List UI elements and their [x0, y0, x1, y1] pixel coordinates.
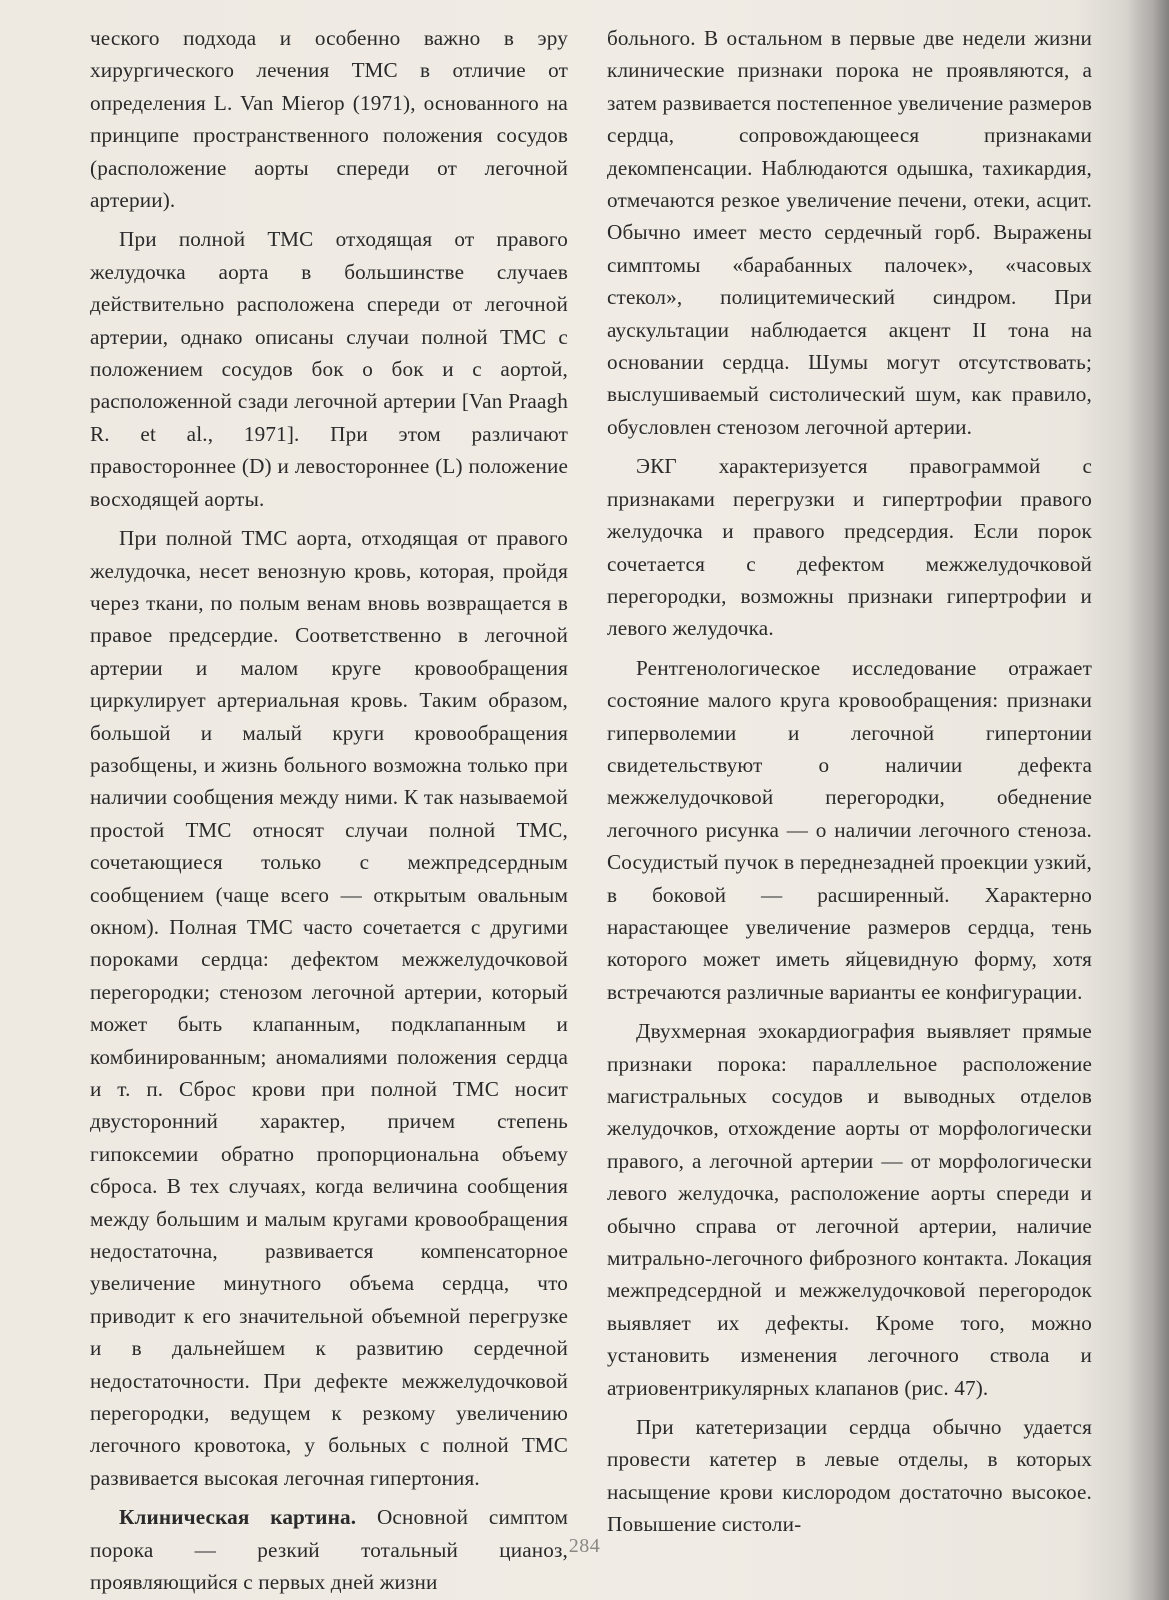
clinical-picture-heading: Клиническая картина. [119, 1505, 357, 1530]
paragraph-hemodynamics: При полной ТМС аорта, отходящая от правого желудочка, несет венозную кровь, которая, пройдя через ткани, по полым венам вновь возвращается в правое предсердие. Соответственно в легочной артерии и малом круге кровообращения циркулирует артериальная кровь. Таким образом, большой и малый круги кровообращения разобщены, и жизнь больного возможна только при наличии сообщения между ними. К так называемой простой ТМС относят случаи полной ТМС, сочетающиеся только с межпредсердным сообщением (чаще всего — открытым овальным окном). Полная ТМС часто сочетается с другими пороками сердца: дефектом межжелудочковой перегородки; стенозом легочной артерии, который может быть клапанным, подклапанным и комбинированным; аномалиями положения сердца и т. п. Сброс крови при полной ТМС носит двусторонний характер, причем степень гипоксемии обратно пропорциональна объему сброса. В тех случаях, когда величина сообщения между большим и малым кругами кровообращения недостаточна, развивается компенсаторное увеличение минутного объема сердца, что приводит к его значительной объемной перегрузке и в дальнейшем к развитию сердечной недостаточности. При дефекте межжелудочковой перегородки, ведущем к резкому увеличению легочного кровотока, у больных с полной ТМС развивается высокая легочная гипертония. [90, 526, 568, 1490]
paragraph-catheterization: При катетеризации сердца обычно удается провести катетер в левые отделы, в которых насыщение крови кислородом достаточно высокое. Повышение систоли- [607, 1415, 1092, 1537]
page-number: 284 [568, 1535, 601, 1557]
paragraph-ecg: ЭКГ характеризуется правограммой с признаками перегрузки и гипертрофии правого желудочка и правого предсердия. Если порок сочетается с дефектом межжелудочковой перегородки, возможны признаки гипертрофии и левого желудочка. [607, 454, 1092, 641]
paragraph-tms-position: При полной ТМС отходящая от правого желудочка аорта в большинстве случаев действительно расположена спереди от легочной артерии, однако описаны случаи полной ТМС с положением сосудов бок о бок и с аортой, расположенной сзади легочной артерии [Van Praagh R. et al., 1971]. При этом различают правостороннее (D) и левостороннее (L) положение восходящей аорты. [90, 227, 568, 511]
clinical-picture-text: Основной симптом порока — резкий тотальный цианоз, проявляющийся с первых дней жизни [90, 1505, 569, 1595]
paragraph-xray: Рентгенологическое исследование отражает состояние малого круга кровообращения: признаки гиперволемии и легочной гипертонии свидетельствуют о наличии дефекта межжелудочковой перегородки, обеднение легочного рисунка — о наличии легочного стеноза. Сосудистый пучок в переднезадней проекции узкий, в боковой — расширенный. Характерно нарастающее увеличение размеров сердца, тень которого может иметь яйцевидную форму, хотя встречаются различные варианты ее конфигурации. [607, 655, 1092, 1004]
page-edge-shadow [1127, 0, 1169, 1600]
left-column [90, 22, 568, 1600]
paragraph-continued: ческого подхода и особенно важно в эру хирургического лечения ТМС в отличие от определения L. Van Mierop (1971), основанного на принципе пространственного положения сосудов (расположение аорты спереди от легочной артерии). [90, 26, 568, 213]
right-column [607, 22, 1092, 1548]
paragraph-echo: Двухмерная эхокардиография выявляет прямые признаки порока: параллельное расположение магистральных сосудов и выводных отделов желудочков, отхождение аорты от морфологически правого, а легочной артерии — от морфологически левого желудочка, расположение аорты спереди и обычно справа от легочной артерии, наличие митрально-легочного фиброзного контакта. Локация межпредсердной и межжелудочковой перегородок выявляет их дефекты. Кроме того, можно установить изменения легочного ствола и атриовентрикулярных клапанов (рис. 47). [607, 1019, 1092, 1400]
paragraph-symptoms: больного. В остальном в первые две недели жизни клинические признаки порока не проявляются, а затем развивается постепенное увеличение размеров сердца, сопровождающееся признаками декомпенсации. Наблюдаются одышка, тахикардия, отмечаются резкое увеличение печени, отеки, асцит. Обычно имеет место сердечный горб. Выражены симптомы «барабанных палочек», «часовых стекол», полицитемический синдром. При аускультации наблюдается акцент II тона на основании сердца. Шумы могут отсутствовать; выслушиваемый систолический шум, как правило, обусловлен стенозом легочной артерии. [607, 26, 1092, 439]
